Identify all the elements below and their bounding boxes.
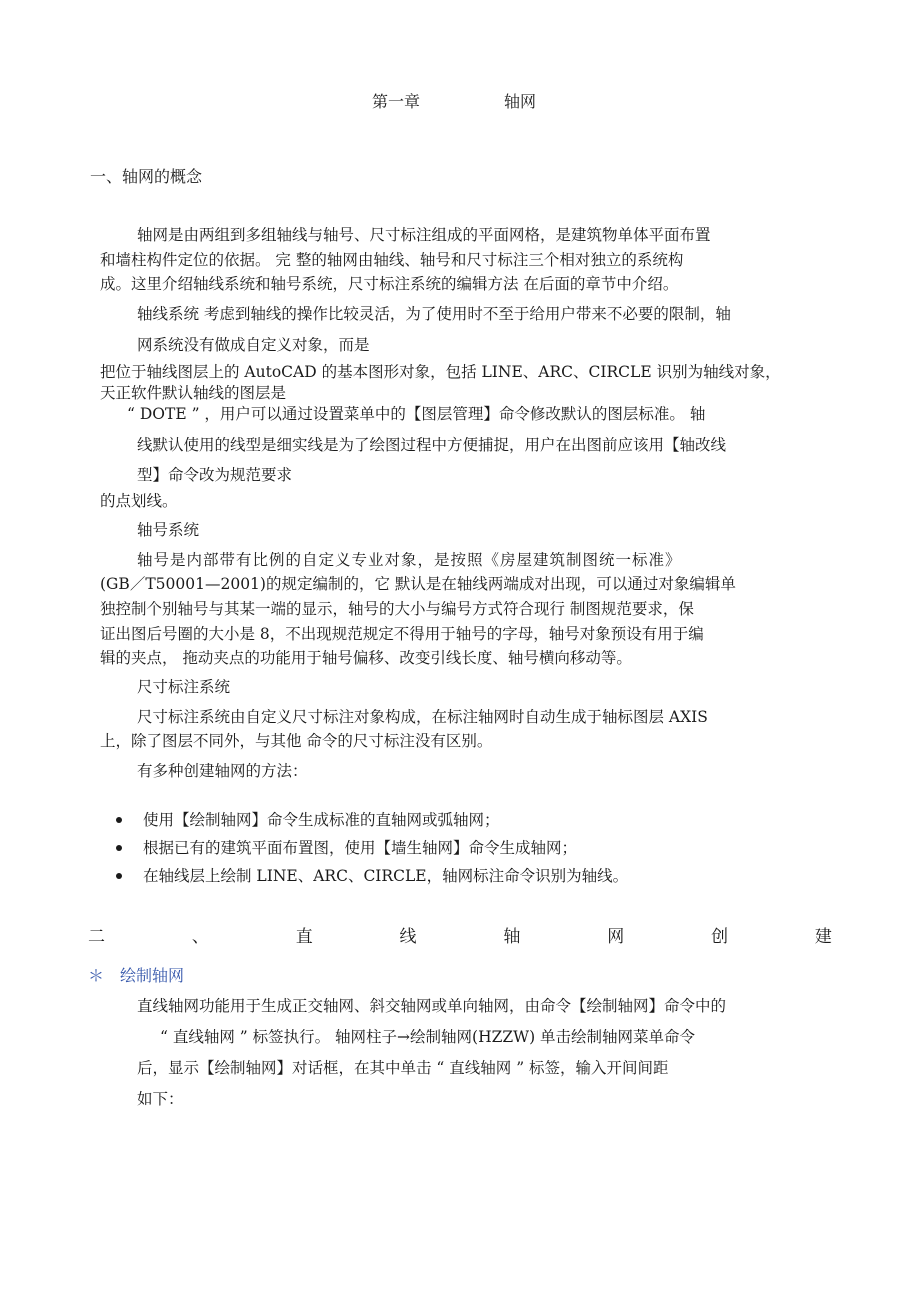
section-heading-1: 一、轴网的概念 <box>90 167 203 186</box>
paragraph-line: 上，除了图层不同外，与其他 命令的尺寸标注没有区别。 <box>100 732 493 750</box>
subsection-heading <box>88 966 184 986</box>
subsection-title: 绘制轴网 <box>120 966 185 985</box>
paragraph-line: 成。这里介绍轴线系统和轴号系统，尺寸标注系统的编辑方法 在后面的章节中介绍。 <box>100 275 679 293</box>
heading-char: 创 <box>711 927 729 947</box>
section-heading-2 <box>88 922 832 947</box>
heading-char: 网 <box>607 927 625 947</box>
paragraph-line: 尺寸标注系统由自定义尺寸标注对象构成，在标注轴网时自动生成于轴标图层 AXIS <box>137 708 708 726</box>
paragraph-line: 网系统没有做成自定义对象，而是 <box>137 336 370 354</box>
paragraph-line: 和墙柱构件定位的依据。 完 整的轴网由轴线、轴号和尺寸标注三个相对独立的系统构 <box>100 251 684 269</box>
heading-char: 建 <box>814 927 832 947</box>
paragraph-line: 独控制个别轴号与其某一端的显示，轴号的大小与编号方式符合现行 制图规范要求，保 <box>100 600 694 618</box>
chapter-title <box>372 92 536 112</box>
bullet-icon <box>116 817 122 823</box>
asterisk-icon: ＊ <box>88 966 105 985</box>
chapter-number: 第一章 <box>372 92 421 111</box>
list-item: 根据已有的建筑平面布置图，使用【墙生轴网】命令生成轴网； <box>116 834 628 862</box>
paragraph-line: 轴网是由两组到多组轴线与轴号、尺寸标注组成的平面网格，是建筑物单体平面布置 <box>137 226 711 244</box>
paragraph-line: “ DOTE ” ，用户可以通过设置菜单中的【图层管理】命令修改默认的图层标准。 轴 <box>127 405 706 423</box>
paragraph-line: 有多种创建轴网的方法： <box>137 762 308 780</box>
paragraph-line: 的点划线。 <box>100 492 178 510</box>
paragraph-line: 轴号是内部带有比例的自定义专业对象，是按照《房屋建筑制图统一标准》 <box>137 551 682 569</box>
paragraph-line: 轴线系统 考虑到轴线的操作比较灵活，为了使用时不至于给用户带来不必要的限制，轴 <box>137 305 731 323</box>
heading-char: 线 <box>399 927 417 947</box>
heading-char: 直 <box>295 927 313 947</box>
heading-char: 、 <box>191 927 209 947</box>
method-list <box>116 806 628 890</box>
bullet-icon <box>116 845 122 851</box>
paragraph-line: 后，显示【绘制轴网】对话框，在其中单击 “ 直线轴网 ” 标签，输入开间间距 <box>137 1059 669 1077</box>
subheading: 尺寸标注系统 <box>137 678 231 696</box>
paragraph-line: 线默认使用的线型是细实线是为了绘图过程中方便捕捉，用户在出图前应该用【轴改线 <box>137 436 727 454</box>
paragraph-line: 直线轴网功能用于生成正交轴网、斜交轴网或单向轴网，由命令【绘制轴网】命令中的 <box>137 997 727 1015</box>
paragraph-line: 型】命令改为规范要求 <box>137 466 293 484</box>
paragraph-line: 如下： <box>137 1090 184 1108</box>
heading-char: 二 <box>88 927 105 947</box>
list-item: 在轴线层上绘制 LINE、ARC、CIRCLE，轴网标注命令识别为轴线。 <box>116 862 628 890</box>
heading-char: 轴 <box>503 927 521 947</box>
subheading: 轴号系统 <box>137 521 200 539</box>
list-item: 使用【绘制轴网】命令生成标准的直轴网或弧轴网； <box>116 806 628 834</box>
paragraph-line: 辑的夹点， 拖动夹点的功能用于轴号偏移、改变引线长度、轴号横向移动等。 <box>100 649 632 667</box>
paragraph-line: 天正软件默认轴线的图层是 <box>100 384 287 402</box>
paragraph-line: “ 直线轴网 ” 标签执行。 轴网柱子→绘制轴网(HZZW) 单击绘制轴网菜单命令 <box>160 1028 696 1046</box>
paragraph-line: 证出图后号圈的大小是 8，不出现规范规定不得用于轴号的字母，轴号对象预设有用于编 <box>100 625 704 643</box>
paragraph-line: (GB／T50001—2001)的规定编制的，它 默认是在轴线两端成对出现，可以通过对象编辑单 <box>100 575 736 593</box>
bullet-icon <box>116 873 122 879</box>
paragraph-line: 把位于轴线图层上的 AutoCAD 的基本图形对象，包括 LINE、ARC、CIRCLE 识别为轴线对象， <box>100 363 781 381</box>
chapter-name: 轴网 <box>504 92 537 111</box>
